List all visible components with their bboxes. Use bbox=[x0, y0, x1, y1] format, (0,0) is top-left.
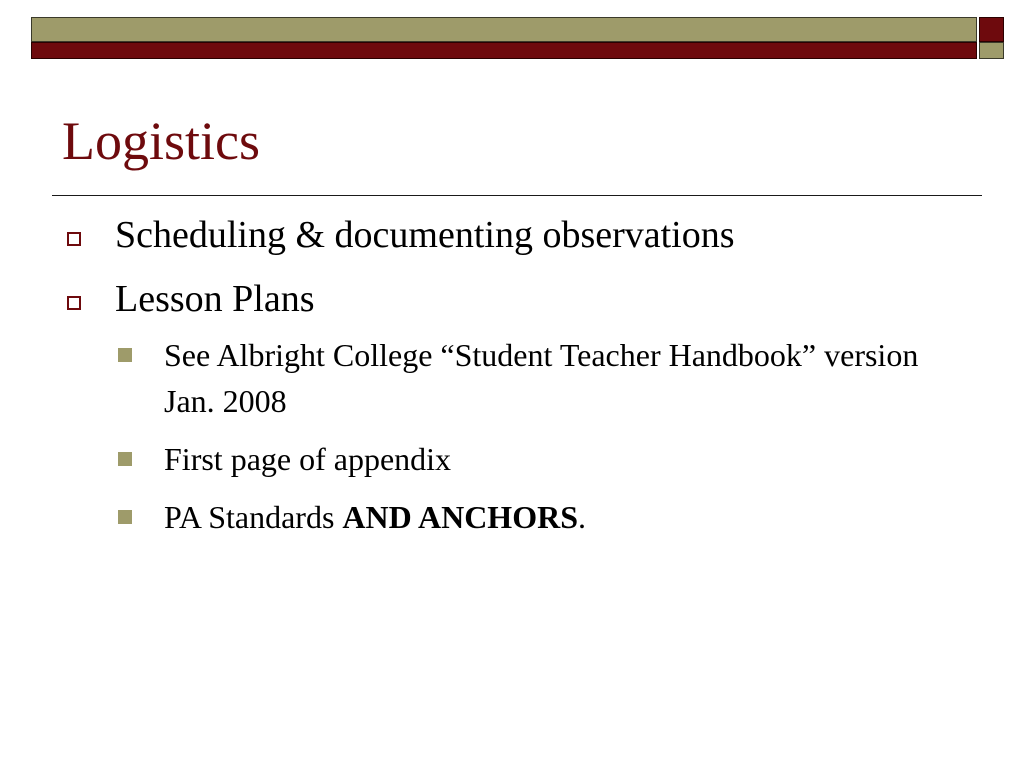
header-bar-red bbox=[31, 42, 977, 59]
bullet-text: Scheduling & documenting observations bbox=[115, 214, 735, 256]
sub-bullet-text-normal: PA Standards bbox=[164, 499, 343, 535]
bullet-item bbox=[62, 276, 962, 322]
filled-square-icon bbox=[118, 510, 132, 524]
hollow-square-icon bbox=[67, 232, 81, 246]
bullet-text: Lesson Plans bbox=[115, 278, 315, 320]
slide-body bbox=[62, 212, 962, 552]
sub-bullet-item bbox=[62, 494, 962, 540]
slide-title: Logistics bbox=[62, 111, 260, 171]
sub-bullet-item bbox=[62, 332, 962, 424]
sub-bullet-text: First page of appendix bbox=[164, 441, 452, 477]
sub-bullet-item bbox=[62, 436, 962, 482]
sub-bullet-text-bold: AND ANCHORS bbox=[342, 499, 578, 535]
hollow-square-icon bbox=[67, 296, 81, 310]
title-divider bbox=[52, 195, 982, 196]
filled-square-icon bbox=[118, 452, 132, 466]
sub-bullet-text bbox=[164, 499, 586, 535]
sub-bullet-text: See Albright College “Student Teacher Handbook” version Jan. 2008 bbox=[164, 337, 919, 419]
filled-square-icon bbox=[118, 348, 132, 362]
header-square-red bbox=[979, 17, 1004, 42]
header-square-olive bbox=[979, 42, 1004, 59]
sub-bullet-text-after: . bbox=[577, 499, 586, 535]
header-bar-olive bbox=[31, 17, 977, 42]
bullet-item bbox=[62, 212, 962, 258]
